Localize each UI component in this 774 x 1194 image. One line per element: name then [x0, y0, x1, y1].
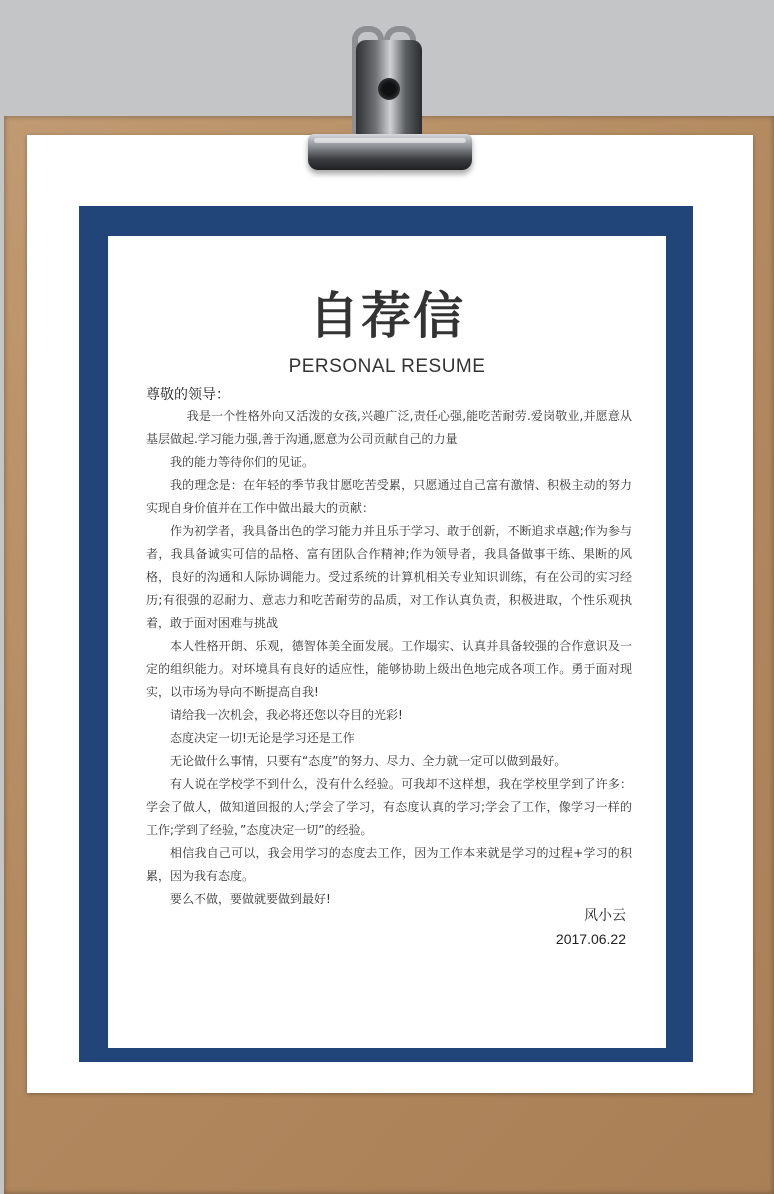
paragraph: 有人说在学校学不到什么，没有什么经验。可我却不这样想，我在学校里学到了许多：学会了做人，做知道回报的人;学会了学习，有态度认真的学习;学会了工作，像学习一样的工作;学到了经验，”态度决定一切”的经验。 — [146, 777, 632, 837]
paragraph: 本人性格开朗、乐观，德智体美全面发展。工作塌实、认真并具备较强的合作意识及一定的组织能力。对环境具有良好的适应性，能够协助上级出色地完成各项工作。勇于面对现实，以市场为导向不断提高自我! — [146, 639, 632, 699]
paragraph: 我是一个性格外向又活泼的女孩,兴趣广泛,责任心强,能吃苦耐劳.爱岗敬业,并愿意从基层做起.学习能力强,善于沟通,愿意为公司贡献自己的力量 — [146, 409, 632, 446]
letter-title: 自荐信 — [309, 287, 465, 345]
letter-body — [146, 405, 632, 911]
signature-date: 2017.06.22 — [555, 931, 626, 947]
letter-greeting: 尊敬的领导： — [146, 387, 230, 403]
binder-clip-icon — [300, 26, 480, 176]
paragraph: 作为初学者，我具备出色的学习能力并且乐于学习、敢于创新，不断追求卓越;作为参与者，我具备诚实可信的品格、富有团队合作精神;作为领导者，我具备做事干练、果断的风格，良好的沟通和人际协调能力。受过系统的计算机相关专业知识训练，有在公司的实习经历;有很强的忍耐力、意志力和吃苦耐劳的品质，对工作认真负责，积极进取，个性乐观执着，敢于面对困难与挑战 — [146, 524, 632, 630]
paragraph: 相信我自己可以，我会用学习的态度去工作，因为工作本来就是学习的过程+学习的积累，因为我有态度。 — [146, 846, 632, 883]
paragraph: 我的理念是：在年轻的季节我甘愿吃苦受累，只愿通过自己富有激情、积极主动的努力实现自身价值并在工作中做出最大的贡献： — [146, 478, 632, 515]
clip-highlight — [314, 138, 466, 143]
paragraph: 态度决定一切!无论是学习还是工作 — [170, 731, 355, 745]
letter-subtitle: PERSONAL RESUME — [288, 356, 486, 377]
paragraph: 要么不做，要做就要做到最好! — [170, 892, 331, 906]
clip-hole — [378, 78, 400, 100]
paragraph: 我的能力等待你们的见证。 — [170, 455, 315, 469]
paragraph: 无论做什么事情，只要有“态度”的努力、尽力、全力就一定可以做到最好。 — [170, 754, 567, 768]
paragraph: 请给我一次机会，我必将还您以夺目的光彩! — [170, 708, 403, 722]
signature-name: 风小云 — [584, 908, 626, 924]
